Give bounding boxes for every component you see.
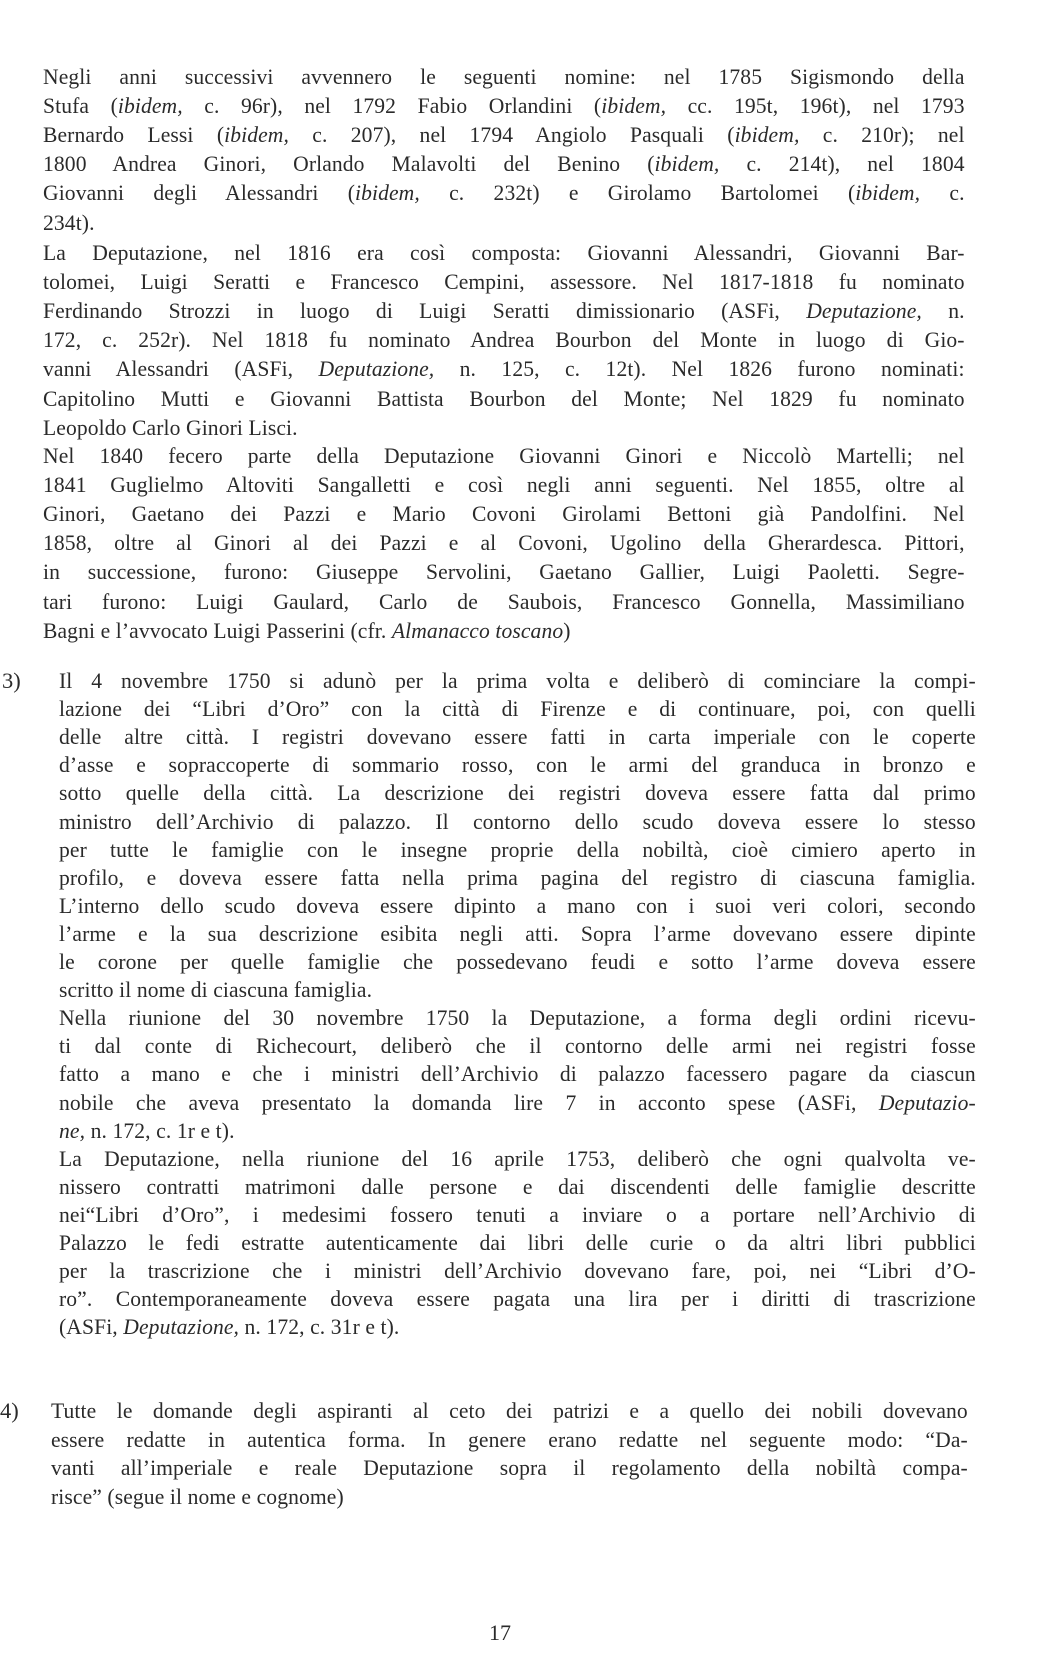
text-run: (ASFi, [59, 1314, 124, 1340]
italic-citation: Almanacco toscano [391, 617, 564, 643]
text-run: vanni Alessandri (ASFi, [43, 356, 319, 382]
italic-citation: ibidem, [654, 151, 720, 177]
text-run: 1800 Andrea Ginori, Orlando Malavolti del Benino ( [43, 151, 655, 177]
text-line [59, 947, 976, 976]
text-run: Nel 1840 fecero parte della Deputazione Giovanni Ginori e Niccolò Martelli; nel [43, 443, 965, 468]
text-run: ministro dell’Archivio di palazzo. Il contorno dello scudo doveva essere lo stesso [59, 808, 976, 834]
italic-citation: Deputazione, [318, 356, 435, 382]
text-line [59, 722, 976, 751]
text-run: Bernardo Lessi ( [43, 122, 225, 148]
text-run: nobile che aveva presentato la domanda lire 7 in acconto spese (ASFi, [59, 1089, 879, 1115]
text-line [43, 325, 965, 354]
text-line [43, 528, 965, 557]
text-run: c. [920, 180, 965, 206]
text-run: Tutte le domande degli aspiranti al ceto dei patrizi e a quello dei nobili dovevano [51, 1398, 968, 1423]
page-number: 17 [489, 1620, 511, 1645]
italic-citation: Deputazione, [123, 1314, 240, 1340]
text-run: tolomei, Luigi Seratti e Francesco Cempini, assessore. Nel 1817-1818 fu nominato [43, 269, 965, 295]
text-run: sotto quelle della città. La descrizione dei registri doveva essere fatta dal primo [59, 780, 976, 806]
text-line [59, 694, 976, 723]
text-run: l’arme e la sua descrizione esibita negli atti. Sopra l’arme dovevano essere dipinte [59, 920, 976, 946]
text-run: nei“Libri d’Oro”, i medesimi fossero tenuti a inviare o a portare nell’Archivio di [59, 1201, 976, 1227]
text-line [43, 616, 965, 645]
text-line [59, 1256, 976, 1285]
text-run: La Deputazione, nella riunione del 16 aprile 1753, deliberò che ogni qualvolta ve- [59, 1145, 976, 1171]
text-run: 234t). [43, 209, 95, 235]
text-line [59, 778, 976, 807]
text-line [51, 1453, 968, 1482]
text-run: essere redatte in autentica forma. In genere erano redatte nel seguente modo: “Da- [51, 1426, 968, 1452]
text-run: c. 207), nel 1794 Angiolo Pasquali ( [288, 122, 735, 148]
text-line [59, 1088, 976, 1117]
text-run: c. 214t), nel 1804 [719, 151, 965, 177]
text-line [43, 354, 965, 383]
text-line [59, 975, 976, 1004]
text-run: per la trascrizione che i ministri dell’Archivio dovevano fare, poi, nei “Libri d’O- [59, 1258, 976, 1284]
text-line [43, 441, 965, 470]
text-line [43, 91, 965, 120]
text-run: Nella riunione del 30 novembre 1750 la Deputazione, a forma degli ordini ricevu- [59, 1005, 976, 1031]
text-line [59, 666, 976, 695]
text-run: ro”. Contemporaneamente doveva essere pagata una lira per i diritti di trascrizione [59, 1286, 976, 1312]
text-line [59, 1003, 976, 1032]
text-line [59, 835, 976, 864]
italic-citation: Deputazio- [878, 1089, 976, 1115]
footnote-number: 3) [2, 668, 21, 693]
text-run: Negli anni successivi avvennero le seguenti nomine: nel 1785 Sigismondo della [43, 64, 965, 89]
italic-citation: ibidem, [601, 93, 667, 119]
text-line [43, 120, 965, 149]
text-run: vanti all’imperiale e reale Deputazione sopra il regolamento della nobiltà compa- [51, 1455, 968, 1481]
text-run: ) [563, 617, 571, 643]
text-run: 172, c. 252r). Nel 1818 fu nominato Andrea Bourbon del Monte in luogo di Gio- [43, 327, 965, 353]
text-line [59, 750, 976, 779]
italic-citation: ibidem, [855, 180, 921, 206]
text-run: ti dal conte di Richecourt, deliberò che il contorno delle armi nei registri fosse [59, 1033, 976, 1059]
text-run: lazione dei “Libri d’Oro” con la città di Firenze e di continuare, poi, con quelli [59, 696, 976, 722]
text-run: nissero contratti matrimoni dalle persone e dai discendenti delle famiglie descritte [59, 1173, 976, 1199]
text-line [51, 1482, 968, 1511]
text-run: Bagni e l’avvocato Luigi Passerini (cfr. [43, 617, 392, 643]
text-line [59, 1031, 976, 1060]
text-line [59, 1172, 976, 1201]
text-line [43, 149, 965, 178]
text-line [59, 863, 976, 892]
text-line [43, 470, 965, 499]
text-run: Palazzo le fedi estratte autenticamente dai libri delle curie o da altri libri pubblici [59, 1230, 976, 1255]
text-line [59, 1228, 976, 1257]
footnote-number: 4) [0, 1398, 19, 1423]
text-run: L’interno dello scudo doveva essere dipinto a mano con i suoi veri colori, secondo [59, 892, 976, 918]
text-line [43, 267, 965, 296]
text-line [43, 499, 965, 528]
text-line [43, 296, 965, 325]
text-run: Ginori, Gaetano dei Pazzi e Mario Covoni Girolami Bettoni già Pandolfini. Nel [43, 501, 965, 527]
text-line [43, 178, 965, 207]
italic-citation: Deputazione, [806, 298, 922, 324]
text-run: cc. 195t, 196t), nel 1793 [666, 93, 965, 119]
text-run: Giovanni degli Alessandri ( [43, 180, 355, 206]
text-run: tari furono: Luigi Gaulard, Carlo de Saubois, Francesco Gonnella, Massimiliano [43, 588, 965, 614]
text-run: c. 96r), nel 1792 Fabio Orlandini ( [182, 93, 602, 119]
text-line [59, 1200, 976, 1229]
italic-citation: ibidem, [224, 122, 289, 148]
text-run: Stufa ( [43, 93, 118, 119]
text-line [59, 1059, 976, 1088]
text-run: per tutte le famiglie con le insegne proprie della nobiltà, cioè cimiero aperto in [59, 836, 976, 862]
text-line [59, 1312, 976, 1341]
text-run: 1858, oltre al Ginori al dei Pazzi e al Covoni, Ugolino della Gherardesca. Pittori, [43, 530, 965, 556]
italic-citation: ne, [59, 1117, 86, 1143]
text-line [43, 62, 965, 91]
text-line [51, 1396, 968, 1425]
text-line [59, 807, 976, 836]
text-run: Capitolino Mutti e Giovanni Battista Bourbon del Monte; Nel 1829 fu nominato [43, 385, 965, 411]
text-line [51, 1425, 968, 1454]
text-run: in successione, furono: Giuseppe Servolini, Gaetano Gallier, Luigi Paoletti. Segre- [43, 559, 965, 585]
text-line [59, 919, 976, 948]
text-line [59, 1284, 976, 1313]
text-line [59, 1144, 976, 1173]
text-line [43, 238, 965, 267]
text-run: c. 210r); nel [799, 122, 965, 148]
text-run: Il 4 novembre 1750 si adunò per la prima volta e deliberò di cominciare la compi- [59, 668, 976, 693]
text-run: n. [921, 298, 965, 324]
text-line [43, 384, 965, 413]
text-run: c. 232t) e Girolamo Bartolomei ( [419, 180, 856, 206]
text-line [59, 891, 976, 920]
italic-citation: ibidem, [117, 93, 183, 119]
text-line [43, 208, 965, 237]
text-run: La Deputazione, nel 1816 era così composta: Giovanni Alessandri, Giovanni Bar- [43, 240, 965, 265]
italic-citation: ibidem, [355, 180, 420, 206]
text-run: delle altre città. I registri dovevano essere fatti in carta imperiale con le coperte [59, 724, 976, 750]
text-line [43, 587, 965, 616]
text-run: Leopoldo Carlo Ginori Lisci. [43, 414, 298, 440]
text-line [43, 557, 965, 586]
text-run: scritto il nome di ciascuna famiglia. [59, 977, 373, 1003]
text-run: 1841 Guglielmo Altoviti Sangalletti e così negli anni seguenti. Nel 1855, oltre al [43, 472, 965, 498]
italic-citation: ibidem, [734, 122, 800, 148]
text-run: n. 172, c. 1r e t). [85, 1117, 235, 1143]
text-run: fatto a mano e che i ministri dell’Archivio di palazzo facessero pagare da ciascun [59, 1061, 976, 1087]
text-run: n. 125, c. 12t). Nel 1826 furono nominati: [434, 356, 965, 382]
text-run: Ferdinando Strozzi in luogo di Luigi Seratti dimissionario (ASFi, [43, 298, 807, 324]
text-run: d’asse e sopraccoperte di sommario rosso, con le armi del granduca in bronzo e [59, 752, 976, 778]
text-line [59, 1116, 976, 1145]
text-run: n. 172, c. 31r e t). [239, 1314, 400, 1340]
text-line [43, 413, 965, 442]
text-run: le corone per quelle famiglie che possedevano feudi e sotto l’arme doveva essere [59, 949, 976, 974]
text-run: profilo, e doveva essere fatta nella prima pagina del registro di ciascuna famiglia. [59, 864, 976, 890]
text-run: risce” (segue il nome e cognome) [51, 1483, 344, 1509]
